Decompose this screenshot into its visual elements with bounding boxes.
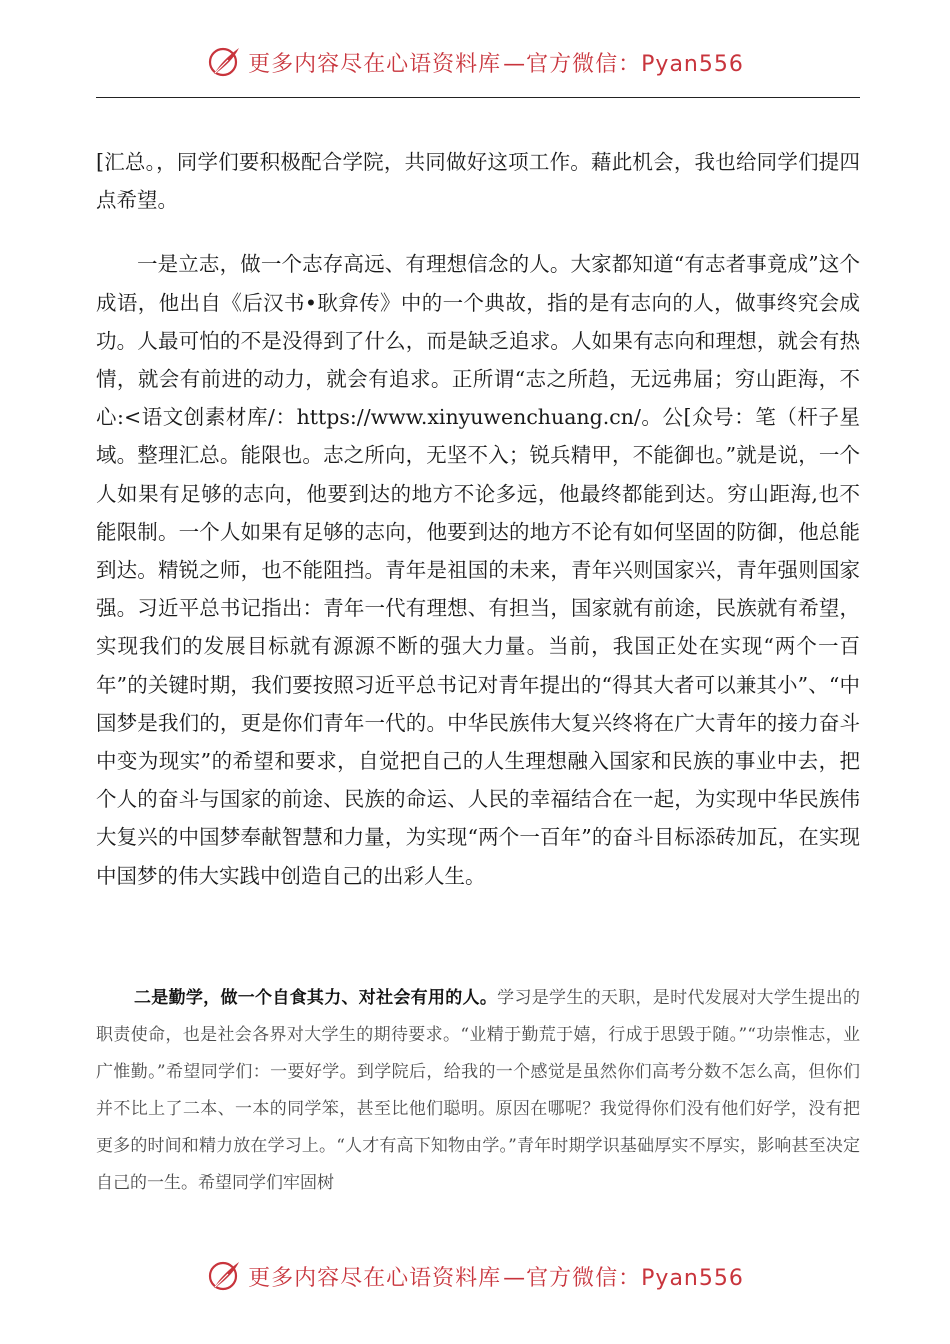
feather-pen-logo-icon xyxy=(206,44,242,80)
feather-pen-logo-icon xyxy=(206,1258,242,1294)
document-body-small xyxy=(96,980,860,1202)
paragraph-2: 一是立志，做一个志存高远、有理想信念的人。大家都知道“有志者事竟成”这个成语，他出自《后汉书•耿弇传》中的一个典故，指的是有志向的人，做事终究会成功。人最可怕的不是没得到了什么，而是缺乏追求。人如果有志向和理想，就会有热情，就会有前进的动力，就会有追求。正所谓“志之所趋，无远弗届；穷山距海，不心:<语文创素材库/：https://www.xinyuwenchuang.cn/。公[众号：笔（杆子星域。整理汇总。能限也。志之所向，无坚不入；锐兵精甲，不能御也。”就是说，一个人如果有足够的志向，他要到达的地方不论多远，他最终都能到达。穷山距海,也不能限制。一个人如果有足够的志向，他要到达的地方不论有如何坚固的防御，他总能到达。精锐之师，也不能阻挡。青年是祖国的未来，青年兴则国家兴，青年强则国家强。习近平总书记指出：青年一代有理想、有担当，国家就有前途，民族就有希望，实现我们的发展目标就有源源不断的强大力量。当前，我国正处在实现“两个一百年”的关键时期，我们要按照习近平总书记对青年提出的“得其大者可以兼其小”、“中国梦是我们的，更是你们青年一代的。中华民族伟大复兴终将在广大青年的接力奋斗中变为现实”的希望和要求，自觉把自己的人生理想融入国家和民族的事业中去，把个人的奋斗与国家的前途、民族的命运、人民的幸福结合在一起，为实现中华民族伟大复兴的中国梦奉献智慧和力量，为实现“两个一百年”的奋斗目标添砖加瓦，在实现中国梦的伟大实践中创造自己的出彩人生。 xyxy=(96,252,860,888)
document-body xyxy=(96,143,860,895)
header-site-text: 更多内容尽在心语资料库 xyxy=(248,51,502,77)
footer-wechat-text: —官方微信：Pyan556 xyxy=(503,1265,744,1291)
header-divider xyxy=(96,97,860,98)
header-banner xyxy=(0,40,950,84)
paragraph-1: [汇总。，同学们要积极配合学院，共同做好这项工作。藉此机会，我也给同学们提四点希望。 xyxy=(96,150,860,213)
paragraph-3-lead: 二是勤学，做一个自食其力、对社会有用的人。 xyxy=(134,988,498,1008)
footer-banner xyxy=(0,1254,950,1298)
paragraph-3 xyxy=(96,980,860,1202)
footer-site-text: 更多内容尽在心语资料库 xyxy=(248,1265,502,1291)
paragraph-3-rest: 学习是学生的天职，是时代发展对大学生提出的职责使命，也是社会各界对大学生的期待要求。“业精于勤荒于嬉，行成于思毁于随。”“功崇惟志，业广惟勤。”希望同学们：一要好学。到学院后，给我的一个感觉是虽然你们高考分数不怎么高，但你们并不比上了二本、一本的同学笨，甚至比他们聪明。原因在哪呢？我觉得你们没有他们好学，没有把更多的时间和精力放在学习上。“人才有高下知物由学。”青年时期学识基础厚实不厚实，影响甚至决定自己的一生。希望同学们牢固树 xyxy=(96,988,861,1193)
header-wechat-text: —官方微信：Pyan556 xyxy=(503,51,744,77)
